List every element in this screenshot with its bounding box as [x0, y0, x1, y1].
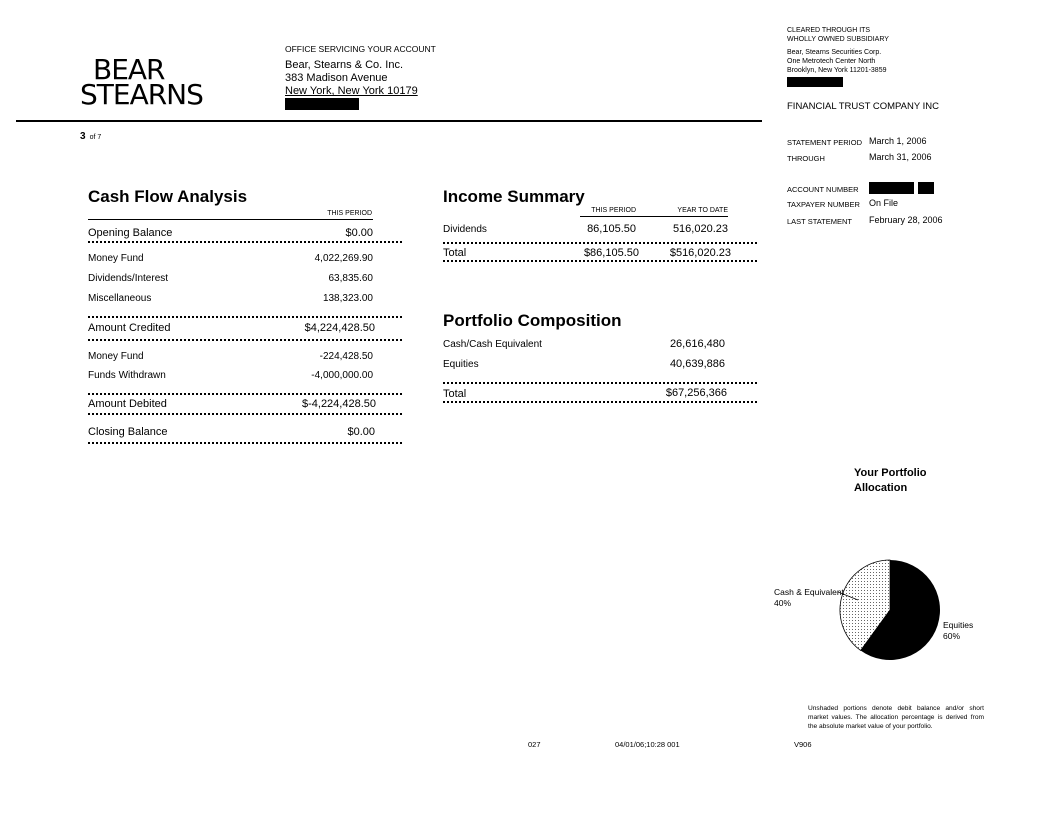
cash-legend-label: Cash & Equivalent [774, 587, 844, 597]
footer-timestamp: 04/01/06;10:28 001 [615, 740, 680, 749]
clearing-city: Brooklyn, New York 11201-3859 [787, 67, 887, 74]
portfolio-row-label: Cash/Cash Equivalent [443, 339, 542, 350]
allocation-footnote: Unshaded portions denote debit balance and/or short market values. The allocation percentage is derived from the absolute market value of your portfolio. [808, 705, 984, 730]
cash-flow-title: Cash Flow Analysis [88, 187, 248, 206]
allocation-title-line2: Allocation [854, 482, 908, 494]
income-summary-title: Income Summary [443, 187, 585, 206]
opening-balance-label: Opening Balance [88, 227, 173, 239]
account-number-label: ACCOUNT NUMBER [787, 185, 859, 194]
portfolio-total-label: Total [443, 388, 467, 400]
opening-balance-value: $0.00 [345, 227, 373, 239]
page-total: of 7 [89, 134, 102, 141]
taxpayer-number-label: TAXPAYER NUMBER [787, 200, 860, 209]
allocation-title-line1: Your Portfolio [854, 467, 927, 479]
amount-debited-value: $-4,224,428.50 [301, 398, 376, 410]
last-statement-label: LAST STATEMENT [787, 217, 853, 226]
debit-label: Money Fund [88, 351, 144, 362]
dotted-rule [443, 401, 757, 403]
redaction-bar [787, 77, 843, 87]
dotted-rule [443, 260, 757, 262]
cash-legend [774, 587, 844, 609]
clearing-street: One Metrotech Center North [787, 58, 876, 65]
portfolio-row-value: 26,616,480 [669, 338, 725, 350]
portfolio-composition-title: Portfolio Composition [443, 311, 622, 330]
statement-period-end: March 31, 2006 [869, 152, 932, 162]
credit-value: 138,323.00 [322, 293, 373, 304]
dotted-rule [443, 242, 757, 244]
income-total-period: $86,105.50 [583, 247, 639, 259]
credit-label: Miscellaneous [88, 293, 152, 304]
cash-flow-col-header: THIS PERIOD [327, 210, 372, 217]
dotted-rule [88, 241, 402, 243]
office-city: New York, New York 10179 [285, 85, 418, 97]
bear-stearns-logo [80, 53, 203, 111]
dotted-rule [88, 316, 402, 318]
redaction-bar [285, 98, 359, 110]
equities-legend-pct: 60% [943, 631, 961, 641]
logo-line1: BEAR [93, 53, 165, 86]
cash-legend-pct: 40% [774, 598, 792, 608]
taxpayer-number-value: On File [869, 198, 899, 208]
income-col-ytd: YEAR TO DATE [677, 207, 728, 214]
page-current: 3 [80, 131, 86, 142]
office-name: Bear, Stearns & Co. Inc. [285, 59, 404, 71]
income-row-ytd: 516,020.23 [672, 223, 728, 235]
portfolio-row-label: Equities [443, 359, 479, 370]
credit-label: Dividends/Interest [88, 273, 169, 284]
equities-legend-label: Equities [943, 620, 974, 630]
dotted-rule [88, 413, 402, 415]
header-rule [16, 120, 762, 122]
allocation-pie-chart [830, 550, 950, 670]
debit-label: Funds Withdrawn [88, 370, 166, 381]
closing-balance-label: Closing Balance [88, 426, 168, 438]
dotted-rule [88, 442, 402, 444]
closing-balance-value: $0.00 [347, 426, 375, 438]
statement-period-start: March 1, 2006 [869, 136, 927, 146]
logo-line2: STEARNS [80, 78, 203, 111]
last-statement-value: February 28, 2006 [869, 215, 943, 225]
portfolio-total-value: $67,256,366 [665, 387, 727, 399]
debit-value: -4,000,000.00 [311, 370, 373, 381]
amount-credited-label: Amount Credited [88, 322, 171, 334]
amount-credited-value: $4,224,428.50 [304, 322, 375, 334]
income-total-ytd: $516,020.23 [669, 247, 731, 259]
income-row-label: Dividends [443, 224, 487, 235]
statement-period-label: STATEMENT PERIOD [787, 138, 863, 147]
office-street: 383 Madison Avenue [285, 72, 388, 84]
through-label: THROUGH [787, 154, 825, 163]
credit-value: 4,022,269.90 [314, 253, 373, 264]
income-col-this-period: THIS PERIOD [591, 207, 636, 214]
office-address-block [285, 43, 436, 114]
allocation-title [854, 466, 927, 496]
cash-leader-line [838, 590, 860, 602]
section-rule [580, 216, 728, 217]
clearing-line2: WHOLLY OWNED SUBSIDIARY [787, 36, 889, 43]
credit-label: Money Fund [88, 253, 144, 264]
account-number-redaction [918, 182, 934, 194]
footer-code-2: V906 [794, 740, 812, 749]
clearing-line1: CLEARED THROUGH ITS [787, 27, 871, 34]
income-total-label: Total [443, 247, 467, 259]
dotted-rule [443, 382, 757, 384]
dotted-rule [88, 339, 402, 341]
dotted-rule [88, 393, 402, 395]
section-rule [88, 219, 373, 220]
equities-legend [943, 620, 973, 642]
clearing-block [787, 26, 889, 90]
debit-value: -224,428.50 [319, 351, 373, 362]
clearing-name: Bear, Stearns Securities Corp. [787, 49, 882, 56]
portfolio-row-value: 40,639,886 [669, 358, 725, 370]
income-row-period: 86,105.50 [587, 223, 636, 235]
account-holder-name: FINANCIAL TRUST COMPANY INC [787, 101, 940, 112]
credit-value: 63,835.60 [328, 273, 373, 284]
page-indicator [80, 131, 101, 142]
amount-debited-label: Amount Debited [88, 398, 167, 410]
office-header: OFFICE SERVICING YOUR ACCOUNT [285, 44, 436, 54]
footer-code-1: 027 [528, 740, 541, 749]
account-number-redaction [869, 182, 914, 194]
